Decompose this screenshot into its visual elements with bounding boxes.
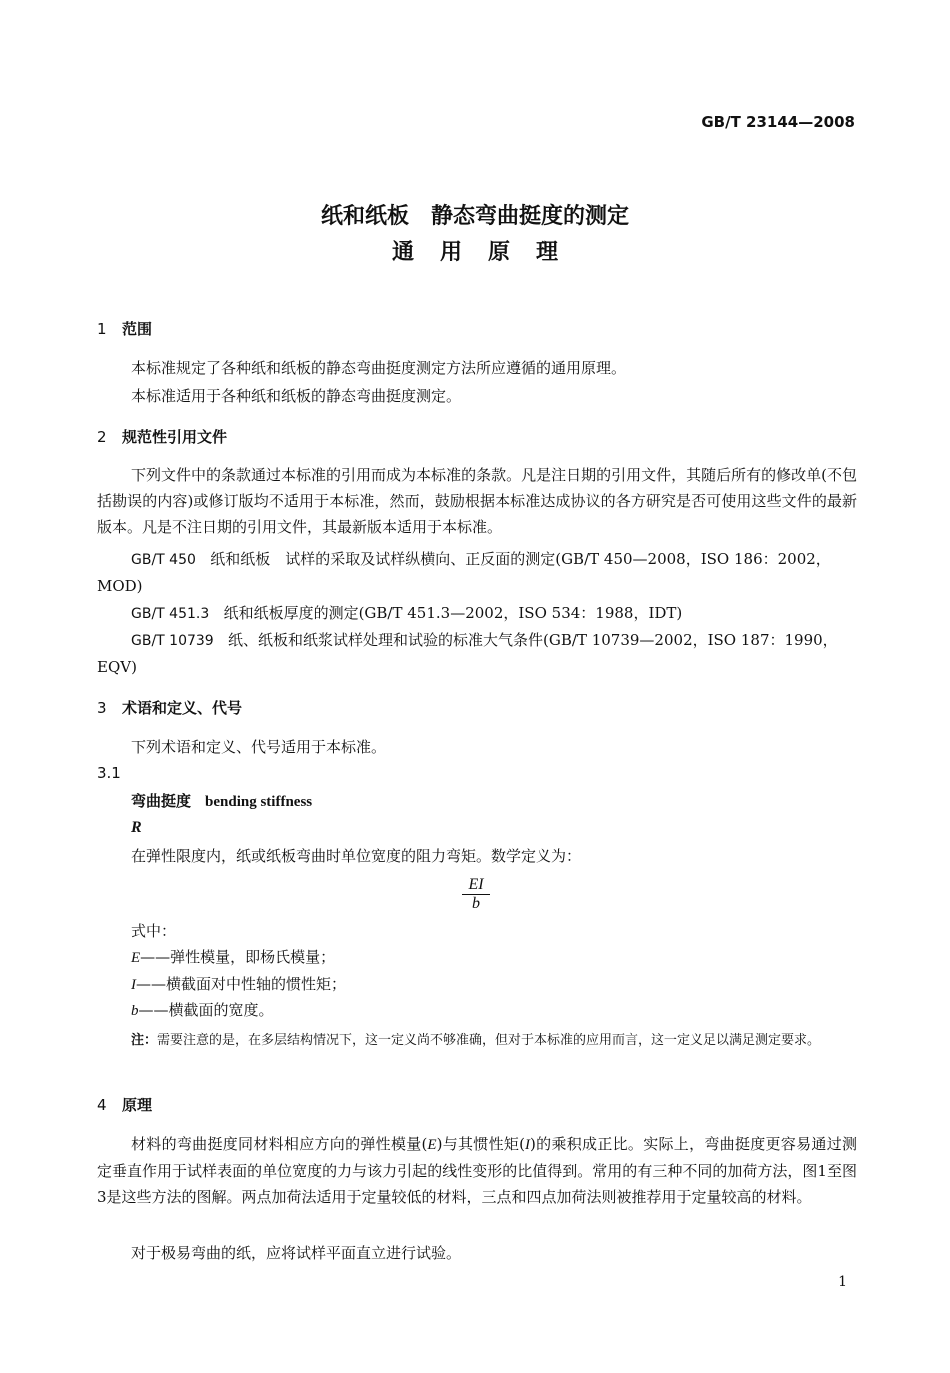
section-4-heading (97, 1094, 152, 1115)
section-1-paragraph-1: 本标准规定了各种纸和纸板的静态弯曲挺度测定方法所应遵循的通用原理。 (131, 359, 627, 377)
formula-numerator: EI (462, 876, 490, 895)
formula-denominator: b (472, 895, 480, 912)
reference-item (97, 546, 857, 599)
section-3-heading (97, 697, 242, 718)
document-title: 纸和纸板 静态弯曲挺度的测定 (320, 204, 629, 229)
section-4-paragraph-2: 对于极易弯曲的纸，应将试样平面直立进行试验。 (131, 1244, 462, 1262)
term-entry (131, 788, 312, 815)
section-4-paragraph-1: 材料的弯曲挺度同材料相应方向的弹性模量(E)与其惯性矩(I)的乘积成正比。实际上，弯曲挺度更容易通过测定垂直作用于试样表面的单位宽度的力与该力引起的线性变形的比值得到。常用的有三种不同的加荷方法，图1至图3是这些方法的图解。两点加荷法适用于定量较低的材料，三点和四点加荷法则被推荐用于定量较高的材料。 (97, 1135, 857, 1206)
section-title: 术语和定义、代号 (122, 699, 243, 717)
page-number: 1 (838, 1274, 847, 1290)
note (131, 1030, 857, 1052)
variable-definition (131, 944, 335, 971)
reference-code: GB/T 450 (131, 552, 196, 568)
formula (462, 876, 490, 913)
subsection-number: 3.1 (97, 764, 121, 782)
standard-code: GB/T 23144—2008 (701, 113, 855, 131)
reference-item (97, 600, 857, 627)
variable-definition (131, 997, 274, 1024)
variable-description: ——弹性模量，即杨氏模量； (140, 948, 336, 966)
section-1-heading (97, 318, 152, 339)
section-number: 4 (97, 1096, 107, 1114)
document-subtitle: 通用原理 (391, 240, 584, 265)
section-1-paragraph-2: 本标准适用于各种纸和纸板的静态弯曲挺度测定。 (131, 387, 462, 405)
variable-symbol: b (131, 1003, 139, 1019)
note-label: 注： (131, 1033, 158, 1048)
section-title: 规范性引用文件 (122, 428, 228, 446)
section-2-intro: 下列文件中的条款通过本标准的引用而成为本标准的条款。凡是注日期的引用文件，其随后所有的修改单(不包括勘误的内容)或修订版均不适用于本标准，然而，鼓励根据本标准达成协议的各方研究是否可使用这些文件的最新版本。凡是不注日期的引用文件，其最新版本适用于本标准。 (97, 466, 857, 536)
section-number: 2 (97, 428, 107, 446)
reference-code: GB/T 10739 (131, 633, 214, 649)
reference-text: 纸和纸板厚度的测定(GB/T 451.3—2002，ISO 534：1988，IDT) (223, 604, 683, 622)
reference-text: 纸、纸板和纸浆试样处理和试验的标准大气条件(GB/T 10739—2002，ISO 187：1990，EQV) (97, 631, 838, 676)
where-label: 式中： (131, 922, 177, 940)
term-chinese: 弯曲挺度 (131, 792, 192, 810)
variable-definition (131, 971, 346, 998)
term-symbol: R (131, 819, 142, 836)
note-text: 需要注意的是，在多层结构情况下，这一定义尚不够准确，但对于本标准的应用而言，这一定义足以满足测定要求。 (157, 1033, 821, 1048)
variable-symbol: E (131, 950, 141, 966)
section-number: 3 (97, 699, 107, 717)
section-number: 1 (97, 320, 107, 338)
section-2-heading (97, 426, 227, 447)
variable-description: ——横截面对中性轴的惯性矩； (136, 975, 347, 993)
reference-item (97, 627, 857, 680)
term-english: bending stiffness (205, 794, 313, 810)
reference-code: GB/T 451.3 (131, 606, 210, 622)
term-definition: 在弹性限度内，纸或纸板弯曲时单位宽度的阻力弯矩。数学定义为： (131, 847, 582, 865)
reference-text: 纸和纸板 试样的采取及试样纵横向、正反面的测定(GB/T 450—2008，ISO 186：2002，MOD) (97, 550, 831, 595)
variable-description: ——横截面的宽度。 (138, 1001, 274, 1019)
section-title: 范围 (122, 320, 153, 338)
section-3-intro: 下列术语和定义、代号适用于本标准。 (131, 738, 387, 756)
section-title: 原理 (122, 1096, 153, 1114)
variable-symbol: I (131, 977, 136, 993)
